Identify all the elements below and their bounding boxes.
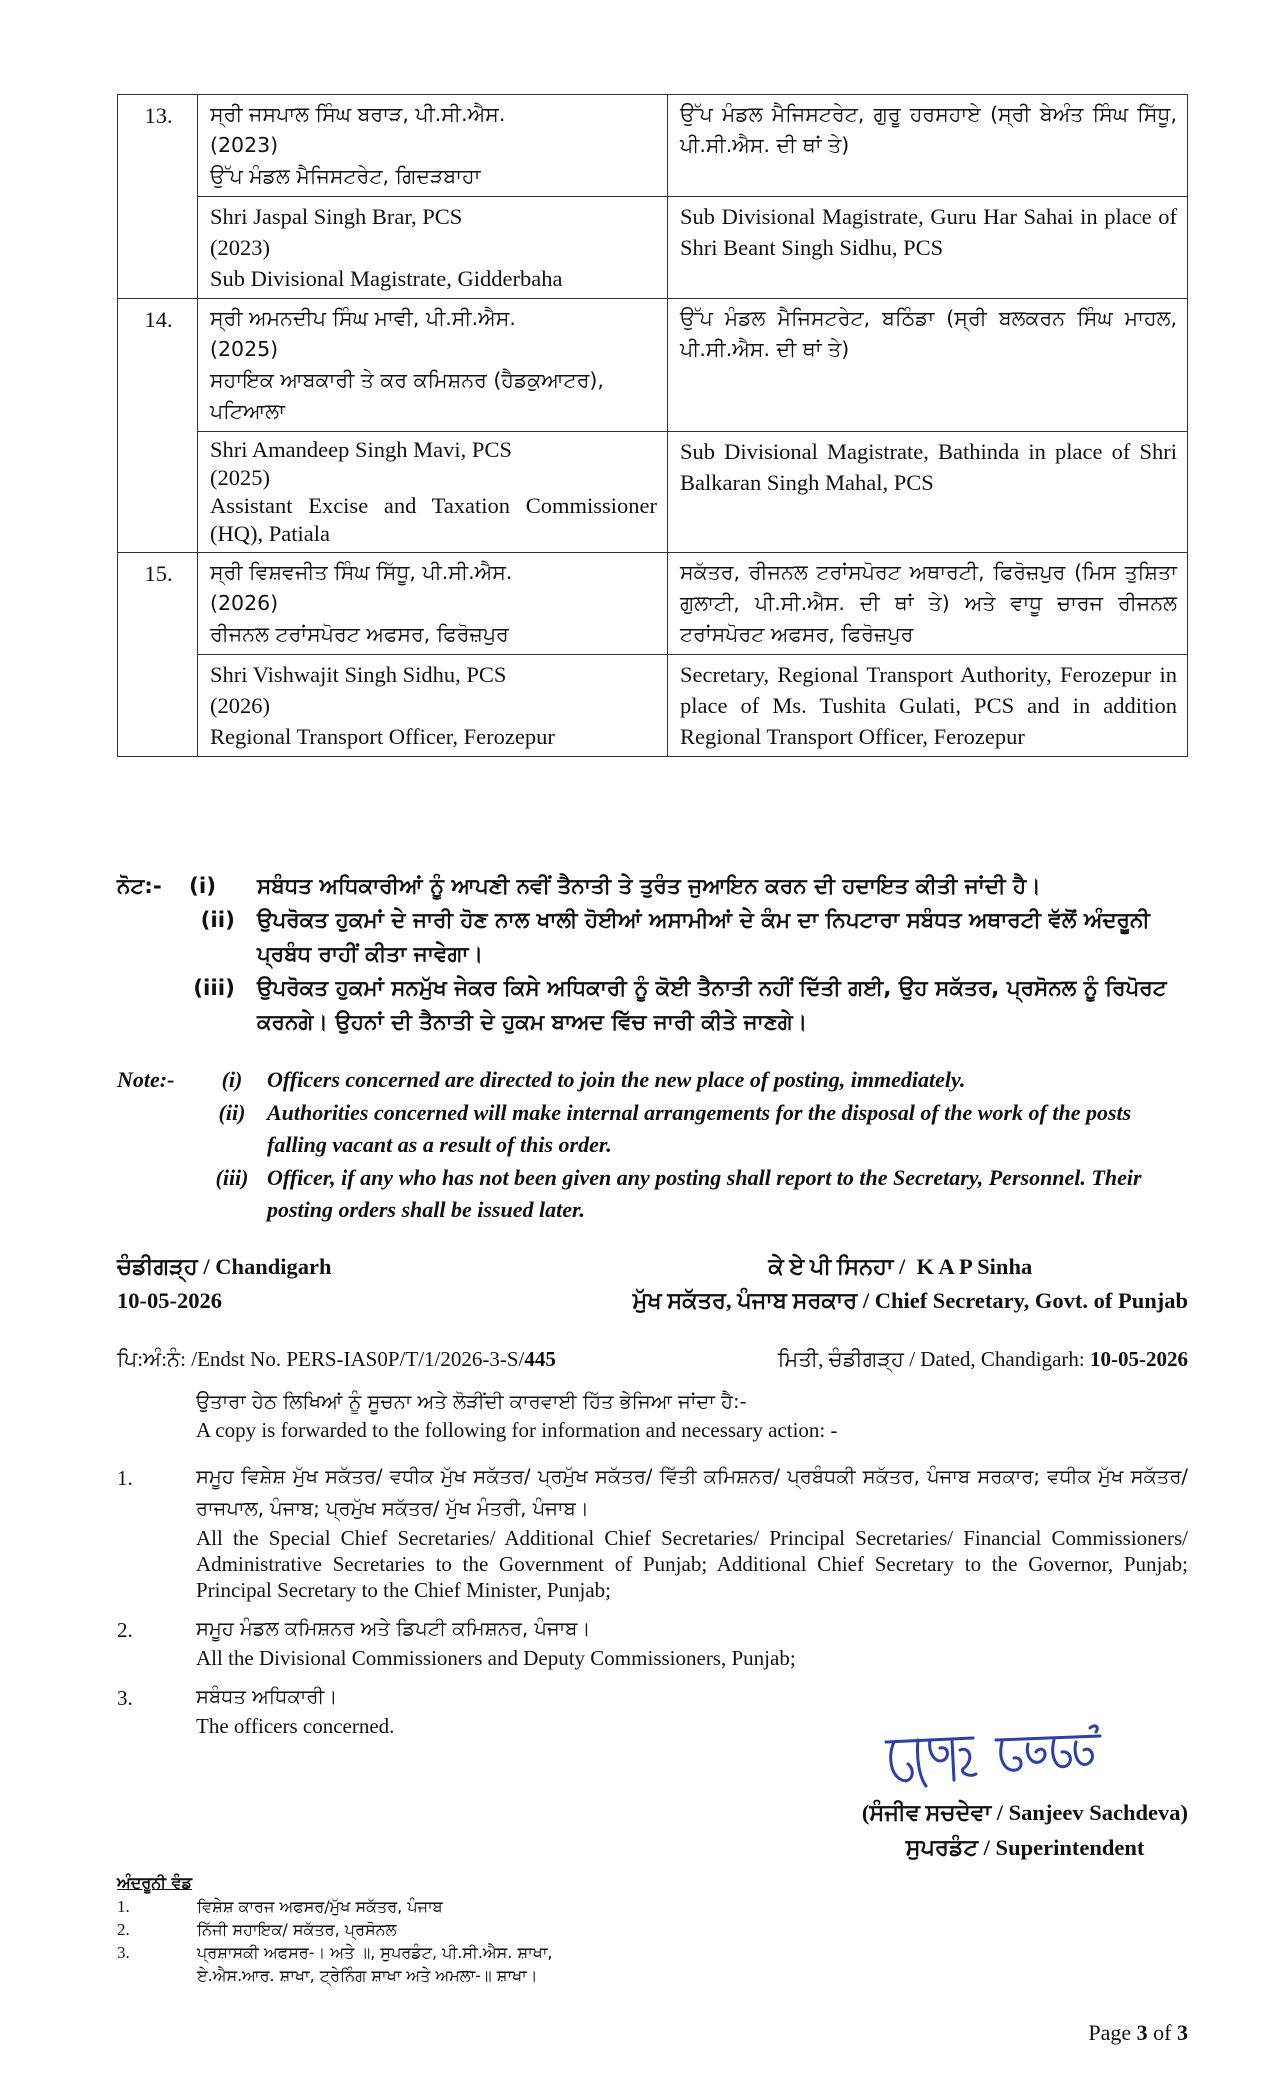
list-number: 3. bbox=[117, 1943, 130, 1962]
officer-name-english: Shri Vishwajit Singh Sidhu, PCS (2026) Regional Transport Officer, Ferozepur bbox=[198, 655, 668, 757]
table-row bbox=[118, 299, 1188, 432]
copy-list bbox=[117, 1461, 1188, 1749]
new-posting-punjabi: ਉੱਪ ਮੰਡਲ ਮੈਜਿਸਟਰੇਟ, ਬਠਿੰਡਾ (ਸ੍ਰੀ ਬਲਕਰਨ ਸਿੰਘ ਮਾਹਲ, ਪੀ.ਸੀ.ਐਸ. ਦੀ ਥਾਂ ਤੇ) bbox=[668, 299, 1188, 432]
note-item bbox=[117, 1097, 1188, 1162]
new-posting-english: Sub Divisional Magistrate, Guru Har Sahai in place of Shri Beant Singh Sidhu, PCS bbox=[668, 197, 1188, 299]
officer-name-english: Shri Jaspal Singh Brar, PCS (2023) Sub Divisional Magistrate, Gidderbaha bbox=[198, 197, 668, 299]
serial-number: 15. bbox=[118, 553, 198, 757]
superintendent-designation: ਸੁਪਰਡੰਟ / Superintendent bbox=[905, 1835, 1145, 1860]
signatory-name: ਕੇ ਏ ਪੀ ਸਿਨਹਾ / K A P Sinha bbox=[768, 1254, 1033, 1279]
table-row bbox=[118, 432, 1188, 553]
list-number: 1. bbox=[117, 1897, 130, 1916]
note-number: (iii) bbox=[193, 976, 235, 1001]
list-item bbox=[117, 1918, 553, 1941]
list-item bbox=[117, 1895, 553, 1918]
note-number: (i) bbox=[221, 1067, 243, 1092]
copy-recipient-english: All the Special Chief Secretaries/ Additional Chief Secretaries/ Principal Secretaries/ Financial Commissioners/ Administrative Secretaries to the Government of Punjab; Additional Chief Secretary to the Governor, Punjab; Principal Secretary to the Chief Minister, Punjab; bbox=[196, 1526, 1188, 1602]
internal-distribution bbox=[117, 1871, 553, 1987]
list-item bbox=[117, 1941, 553, 1964]
note-text: ਸਬੰਧਤ ਅਧਿਕਾਰੀਆਂ ਨੂੰ ਆਪਣੀ ਨਵੀਂ ਤੈਨਾਤੀ ਤੇ ਤੁਰੰਤ ਜੁਆਇਨ ਕਰਨ ਦੀ ਹਦਾਇਤ ਕੀਤੀ ਜਾਂਦੀ ਹੈ। bbox=[257, 874, 1041, 899]
endorsement-number: ਪਿ:ਅੰ:ਨੰ: /Endst No. PERS-IAS0P/T/1/2026-3-S/445 bbox=[117, 1347, 556, 1371]
note-number: (iii) bbox=[215, 1164, 249, 1190]
copy-recipient-english: All the Divisional Commissioners and Deputy Commissioners, Punjab; bbox=[196, 1646, 796, 1670]
copy-recipient-english: The officers concerned. bbox=[196, 1714, 395, 1738]
note-label: Note:- bbox=[117, 1067, 175, 1092]
place: ਚੰਡੀਗੜ੍ਹ / Chandigarh bbox=[117, 1254, 332, 1279]
note-label: ਨੋਟ:- bbox=[117, 874, 162, 899]
officer-name-english: Shri Amandeep Singh Mavi, PCS (2025) Assistant Excise and Taxation Commissioner (HQ), Patiala bbox=[198, 432, 668, 553]
note-text: ਉਪਰੋਕਤ ਹੁਕਮਾਂ ਸਨਮੁੱਖ ਜੇਕਰ ਕਿਸੇ ਅਧਿਕਾਰੀ ਨੂੰ ਕੋਈ ਤੈਨਾਤੀ ਨਹੀਂ ਦਿੱਤੀ ਗਈ, ਉਹ ਸਕੱਤਰ, ਪ੍ਰਸੋਨਲ ਨੂੰ ਰਿਪੋਰਟ ਕਰਨਗੇ। ਉਹਨਾਂ ਦੀ ਤੈਨਾਤੀ ਦੇ ਹੁਕਮ ਬਾਅਦ ਵਿੱਚ ਜਾਰੀ ਕੀਤੇ ਜਾਣਗੇ। bbox=[257, 976, 1167, 1035]
table-row bbox=[118, 553, 1188, 655]
list-number: 1. bbox=[117, 1466, 133, 1490]
page-number: Page 3 of 3 bbox=[1088, 2020, 1188, 2045]
note-punjabi bbox=[117, 870, 1188, 1040]
superintendent-name: (ਸੰਜੀਵ ਸਚਦੇਵਾ / Sanjeev Sachdeva) bbox=[861, 1800, 1188, 1825]
list-text: ਏ.ਐਸ.ਆਰ. ਸ਼ਾਖਾ, ਟ੍ਰੇਨਿੰਗ ਸ਼ਾਖਾ ਅਤੇ ਅਮਲਾ-॥ ਸ਼ਾਖਾ। bbox=[197, 1966, 538, 1985]
new-posting-english: Sub Divisional Magistrate, Bathinda in place of Shri Balkaran Singh Mahal, PCS bbox=[668, 432, 1188, 553]
list-text: ਵਿਸ਼ੇਸ਼ ਕਾਰਜ ਅਫਸਰ/ਮੁੱਖ ਸਕੱਤਰ, ਪੰਜਾਬ bbox=[197, 1897, 443, 1916]
endorsement-date: ਮਿਤੀ, ਚੰਡੀਗੜ੍ਹ / Dated, Chandigarh: 10-05-2026 bbox=[777, 1347, 1188, 1371]
place-date-block bbox=[117, 1250, 332, 1318]
note-number: (ii) bbox=[200, 908, 235, 933]
list-item bbox=[117, 1964, 553, 1987]
new-posting-punjabi: ਸਕੱਤਰ, ਰੀਜਨਲ ਟਰਾਂਸਪੋਰਟ ਅਥਾਰਟੀ, ਫਿਰੋਜ਼ਪੁਰ (ਮਿਸ ਤੁਸ਼ਿਤਾ ਗੁਲਾਟੀ, ਪੀ.ਸੀ.ਐਸ. ਦੀ ਥਾਂ ਤੇ) ਅਤੇ ਵਾਧੂ ਚਾਰਜ ਰੀਜਨਲ ਟਰਾਂਸਪੋਰਟ ਅਫਸਰ, ਫਿਰੋਜ਼ਪੁਰ bbox=[668, 553, 1188, 655]
note-item bbox=[117, 1162, 1188, 1227]
officer-name-punjabi: ਸ੍ਰੀ ਅਮਨਦੀਪ ਸਿੰਘ ਮਾਵੀ, ਪੀ.ਸੀ.ਐਸ. (2025) ਸਹਾਇਕ ਆਬਕਾਰੀ ਤੇ ਕਰ ਕਮਿਸ਼ਨਰ (ਹੈਡਕੁਆਟਰ), ਪਟਿਆਲਾ bbox=[198, 299, 668, 432]
list-item bbox=[117, 1613, 1188, 1671]
list-text: ਨਿੱਜੀ ਸਹਾਇਕ/ ਸਕੱਤਰ, ਪ੍ਰਸੋਨਲ bbox=[197, 1920, 397, 1939]
list-number: 3. bbox=[117, 1686, 133, 1710]
list-number bbox=[117, 1964, 197, 1987]
note-item bbox=[117, 904, 1188, 972]
superintendent-block bbox=[862, 1795, 1188, 1865]
order-date: 10-05-2026 bbox=[117, 1288, 222, 1313]
list-number: 2. bbox=[117, 1618, 133, 1642]
posting-table bbox=[117, 94, 1188, 757]
note-text: Officers concerned are directed to join the new place of posting, immediately. bbox=[267, 1067, 966, 1092]
list-item bbox=[117, 1461, 1188, 1603]
officer-name-punjabi: ਸ੍ਰੀ ਜਸਪਾਲ ਸਿੰਘ ਬਰਾੜ, ਪੀ.ਸੀ.ਐਸ. (2023) ਉੱਪ ਮੰਡਲ ਮੈਜਿਸਟਰੇਟ, ਗਿਦੜਬਾਹਾ bbox=[198, 95, 668, 197]
note-number: (ii) bbox=[218, 1099, 246, 1125]
note-item bbox=[117, 1064, 1188, 1097]
signatory-block bbox=[633, 1250, 1188, 1318]
note-text: Officer, if any who has not been given any posting shall report to the Secretary, Personnel. Their posting orders shall be issued later. bbox=[267, 1164, 1142, 1222]
note-text: Authorities concerned will make internal arrangements for the disposal of the work of the posts falling vacant as a result of this order. bbox=[267, 1099, 1132, 1157]
copy-recipient-punjabi: ਸਮੂਹ ਵਿਸ਼ੇਸ਼ ਮੁੱਖ ਸਕੱਤਰ/ ਵਧੀਕ ਮੁੱਖ ਸਕੱਤਰ/ ਪ੍ਰਮੁੱਖ ਸਕੱਤਰ/ ਵਿੱਤੀ ਕਮਿਸ਼ਨਰ/ ਪ੍ਰਬੰਧਕੀ ਸਕੱਤਰ, ਪੰਜਾਬ ਸਰਕਾਰ; ਵਧੀਕ ਮੁੱਖ ਸਕੱਤਰ/ ਰਾਜਪਾਲ, ਪੰਜਾਬ; ਪ੍ਰਮੁੱਖ ਸਕੱਤਰ/ ਮੁੱਖ ਮੰਤਰੀ, ਪੰਜਾਬ। bbox=[196, 1465, 1188, 1520]
forwarding-punjabi: ਉਤਾਰਾ ਹੇਠ ਲਿਖਿਆਂ ਨੂੰ ਸੂਚਨਾ ਅਤੇ ਲੋੜੀਂਦੀ ਕਾਰਵਾਈ ਹਿੱਤ ਭੇਜਿਆ ਜਾਂਦਾ ਹੈ:- bbox=[196, 1390, 747, 1413]
note-number: (i) bbox=[189, 874, 217, 899]
serial-number: 14. bbox=[118, 299, 198, 553]
serial-number: 13. bbox=[118, 95, 198, 299]
officer-name-punjabi: ਸ੍ਰੀ ਵਿਸ਼ਵਜੀਤ ਸਿੰਘ ਸਿੱਧੂ, ਪੀ.ਸੀ.ਐਸ. (2026) ਰੀਜਨਲ ਟਰਾਂਸਪੋਰਟ ਅਫਸਰ, ਫਿਰੋਜ਼ਪੁਰ bbox=[198, 553, 668, 655]
note-english bbox=[117, 1064, 1188, 1227]
list-text: ਪ੍ਰਸ਼ਾਸਕੀ ਅਫਸਰ-। ਅਤੇ ॥, ਸੁਪਰਡੰਟ, ਪੀ.ਸੀ.ਐਸ. ਸ਼ਾਖਾ, bbox=[197, 1943, 553, 1962]
new-posting-english: Secretary, Regional Transport Authority, Ferozepur in place of Ms. Tushita Gulati, PCS and in addition Regional Transport Officer, Ferozepur bbox=[668, 655, 1188, 757]
handwritten-signature bbox=[878, 1720, 1108, 1800]
list-number: 2. bbox=[117, 1920, 130, 1939]
internal-distribution-title: ਅੰਦਰੂਨੀ ਵੰਡ bbox=[117, 1873, 193, 1892]
endorsement-line bbox=[117, 1344, 1188, 1374]
note-item bbox=[117, 870, 1188, 904]
signatory-designation: ਮੁੱਖ ਸਕੱਤਰ, ਪੰਜਾਬ ਸਰਕਾਰ / Chief Secretary, Govt. of Punjab bbox=[632, 1288, 1188, 1313]
copy-recipient-punjabi: ਸਬੰਧਤ ਅਧਿਕਾਰੀ। bbox=[196, 1685, 338, 1708]
forwarding-text bbox=[196, 1387, 1188, 1445]
table-row bbox=[118, 197, 1188, 299]
note-item bbox=[117, 972, 1188, 1040]
copy-recipient-punjabi: ਸਮੂਹ ਮੰਡਲ ਕਮਿਸ਼ਨਰ ਅਤੇ ਡਿਪਟੀ ਕਮਿਸ਼ਨਰ, ਪੰਜਾਬ। bbox=[196, 1617, 591, 1640]
forwarding-english: A copy is forwarded to the following for information and necessary action: - bbox=[196, 1418, 838, 1442]
note-text: ਉਪਰੋਕਤ ਹੁਕਮਾਂ ਦੇ ਜਾਰੀ ਹੋਣ ਨਾਲ ਖਾਲੀ ਹੋਈਆਂ ਅਸਾਮੀਆਂ ਦੇ ਕੰਮ ਦਾ ਨਿਪਟਾਰਾ ਸਬੰਧਤ ਅਥਾਰਟੀ ਵੱਲੋਂ ਅੰਦਰੂਨੀ ਪ੍ਰਬੰਧ ਰਾਹੀਂ ਕੀਤਾ ਜਾਵੇਗਾ। bbox=[257, 908, 1150, 967]
table-row bbox=[118, 95, 1188, 197]
new-posting-punjabi: ਉੱਪ ਮੰਡਲ ਮੈਜਿਸਟਰੇਟ, ਗੁਰੂ ਹਰਸਹਾਏ (ਸ੍ਰੀ ਬੇਅੰਤ ਸਿੰਘ ਸਿੱਧੂ, ਪੀ.ਸੀ.ਐਸ. ਦੀ ਥਾਂ ਤੇ) bbox=[668, 95, 1188, 197]
table-row bbox=[118, 655, 1188, 757]
